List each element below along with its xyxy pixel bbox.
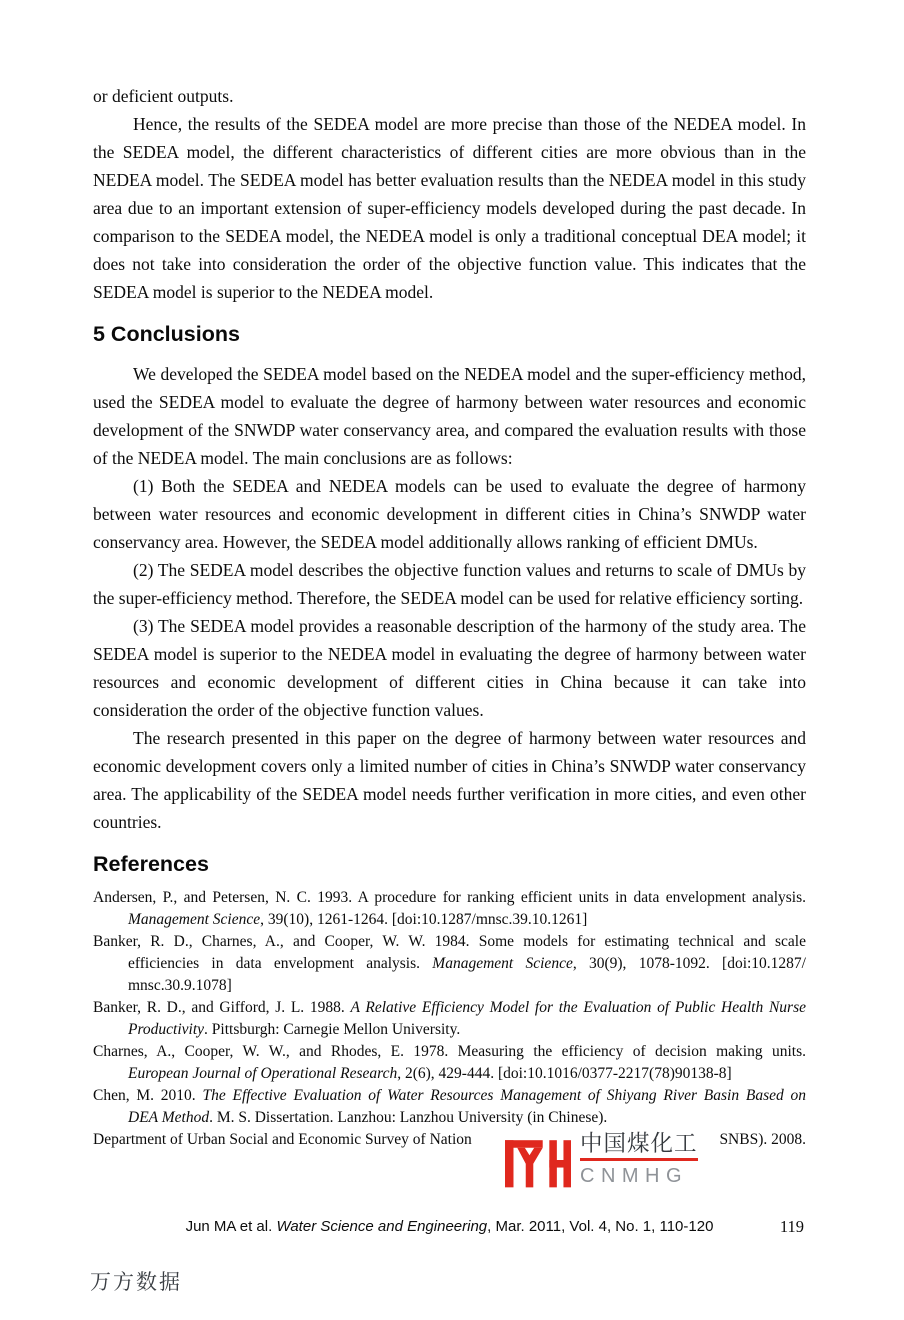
reference-text: , 2(6), 429-444. [doi:10.1016/0377-2217(78)90138-8] <box>397 1065 732 1082</box>
reference-text: Banker, R. D., Charnes, A., and Cooper, W. W. 1984. Some models for estimating technical and scale <box>93 933 806 950</box>
reference-text-after-watermark: SNBS). 2008. <box>719 1131 806 1148</box>
book-title: A Relative Efficiency Model for the Evaluation of Public Health Nurse <box>350 999 806 1016</box>
reference-line <box>93 1107 806 1129</box>
section-heading-references: References <box>93 852 209 876</box>
reference-entry <box>93 887 806 931</box>
reference-line <box>93 931 806 953</box>
book-title: Productivity <box>128 1021 205 1038</box>
reference-line <box>93 1041 806 1063</box>
page-footer <box>93 1216 806 1237</box>
reference-line <box>93 997 806 1019</box>
reference-entry <box>93 1041 806 1085</box>
watermark-text-block <box>580 1131 698 1188</box>
reference-text: efficiencies in data envelopment analysis. <box>128 955 433 972</box>
paragraph: The research presented in this paper on the degree of harmony between water resources and economic development covers only a limited number of cities in China’s SNWDP water conservancy area. The applicability of the SEDEA model needs further verification in more cities, and even other countries. <box>93 728 806 832</box>
paragraph: (2) The SEDEA model describes the objective function values and returns to scale of DMUs by the super-efficiency method. Therefore, the SEDEA model can be used for relative efficiency sorting. <box>93 560 806 608</box>
paragraph: (3) The SEDEA model provides a reasonable description of the harmony of the study area. The SEDEA model is superior to the NEDEA model in evaluating the degree of harmony between water resources and economic development of different cities in China because it can take into consideration the order of the objective function values. <box>93 616 806 720</box>
reference-line <box>93 975 806 997</box>
reference-line <box>93 909 806 931</box>
section-heading-conclusions: 5 Conclusions <box>93 322 240 346</box>
paragraph: We developed the SEDEA model based on the NEDEA model and the super-efficiency method, used the SEDEA model to evaluate the degree of harmony between water resources and economic development of the SNWDP water conservancy area, and compared the evaluation results with those of the NEDEA model. The main conclusions are as follows: <box>93 364 806 468</box>
reference-line <box>93 1085 806 1107</box>
reference-text: Banker, R. D., and Gifford, J. L. 1988. <box>93 999 351 1016</box>
reference-text: . Pittsburgh: Carnegie Mellon University. <box>204 1021 461 1038</box>
reference-entry <box>93 997 806 1041</box>
reference-text: , 30(9), 1078-1092. [doi:10.1287/ <box>572 955 806 972</box>
journal-name: European Journal of Operational Research <box>128 1065 398 1082</box>
text-column <box>93 82 806 1151</box>
thesis-title: The Effective Evaluation of Water Resources Management of Shiyang River Basin Based on <box>202 1087 807 1104</box>
reference-text: mnsc.30.9.1078] <box>128 977 232 994</box>
cnmhg-mh-logo-icon <box>505 1132 571 1188</box>
paragraph: Hence, the results of the SEDEA model are more precise than those of the NEDEA model. In the SEDEA model, the different characteristics of different cities are more obvious than in the NEDEA model. The SEDEA model has better evaluation results than the NEDEA model in this study area due to an important extension of super-efficiency models developed during the past decade. In comparison to the SEDEA model, the NEDEA model is only a traditional conceptual DEA model; it does not take into consideration the order of the objective function value. This indicates that the SEDEA model is superior to the NEDEA model. <box>93 114 806 302</box>
reference-text: Andersen, P., and Petersen, N. C. 1993. A procedure for ranking efficient units in data envelopment analysis. <box>93 889 806 906</box>
reference-text: . M. S. Dissertation. Lanzhou: Lanzhou University (in Chinese). <box>209 1109 608 1126</box>
journal-name: Management Science <box>128 911 261 928</box>
paragraph-continuation: or deficient outputs. <box>93 86 234 106</box>
reference-text: , 39(10), 1261-1264. [doi:10.1287/mnsc.39.10.1261] <box>260 911 588 928</box>
footer-journal-name: Water Science and Engineering <box>276 1218 488 1235</box>
cnmhg-watermark <box>505 1131 714 1203</box>
page-number: 119 <box>779 1217 804 1236</box>
reference-text: Department of Urban Social and Economic Survey of Nation <box>93 1131 472 1148</box>
reference-line <box>93 887 806 909</box>
footer-issue-info: , Mar. 2011, Vol. 4, No. 1, 110-120 <box>487 1218 714 1235</box>
reference-text: Chen, M. 2010. <box>93 1087 203 1104</box>
paragraph: (1) Both the SEDEA and NEDEA models can be used to evaluate the degree of harmony between water resources and economic development in different cities in China’s SNWDP water conservancy area. However, the SEDEA model additionally allows ranking of efficient DMUs. <box>93 476 806 552</box>
footer-authors: Jun MA et al. <box>185 1218 277 1235</box>
thesis-title: DEA Method <box>128 1109 210 1126</box>
wanfang-data-mark: 万方数据 <box>90 1270 182 1294</box>
watermark-chinese-text: 中国煤化工 <box>580 1131 698 1161</box>
watermark-latin-text: CNMHG <box>580 1165 689 1187</box>
reference-text: Charnes, A., Cooper, W. W., and Rhodes, E. 1978. Measuring the efficiency of decision making units. <box>93 1043 806 1060</box>
journal-name: Management Science <box>432 955 573 972</box>
reference-list <box>93 887 806 1151</box>
reference-entry <box>93 1085 806 1129</box>
reference-line <box>93 1063 806 1085</box>
reference-line <box>93 1019 806 1041</box>
reference-line <box>93 953 806 975</box>
reference-entry <box>93 931 806 997</box>
